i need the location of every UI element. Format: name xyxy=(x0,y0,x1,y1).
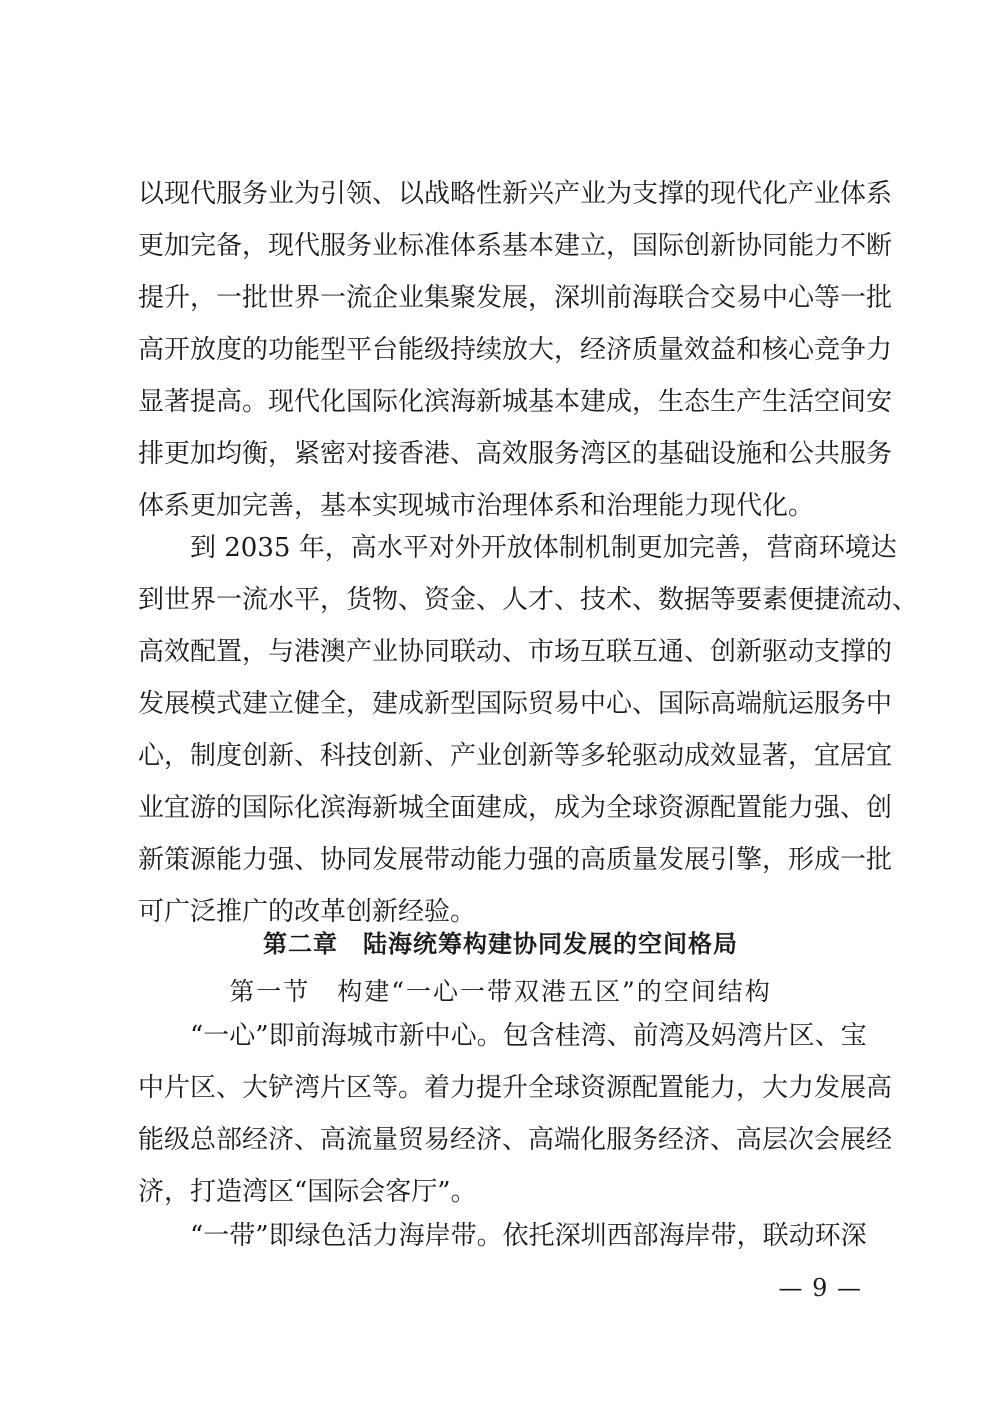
page-number: — 9 — xyxy=(778,1274,862,1302)
paragraph-line: “一带”即绿色活力海岸带。依托深圳西部海岸带，联动环深 xyxy=(190,1221,867,1251)
paragraph-line: 能级总部经济、高流量贸易经济、高端化服务经济、高层次会展经 xyxy=(138,1125,893,1155)
paragraph-line: 高开放度的功能型平台能级持续放大，经济质量效益和核心竞争力 xyxy=(138,335,893,365)
paragraph-line: 新策源能力强、协同发展带动能力强的高质量发展引擎，形成一批 xyxy=(138,845,893,875)
paragraph-line: 显著提高。现代化国际化滨海新城基本建成，生态生产生活空间安 xyxy=(138,387,893,417)
paragraph-1 xyxy=(138,168,893,532)
chapter-heading: 第二章 陆海统筹构建协同发展的空间格局 xyxy=(263,930,738,958)
paragraph-line: 高效配置，与港澳产业协同联动、市场互联互通、创新驱动支撑的 xyxy=(138,637,893,667)
paragraph-line: 体系更加完善，基本实现城市治理体系和治理能力现代化。 xyxy=(138,491,815,521)
paragraph-line: 更加完备，现代服务业标准体系基本建立，国际创新协同能力不断 xyxy=(138,231,893,261)
paragraph-line: 提升，一批世界一流企业集聚发展，深圳前海联合交易中心等一批 xyxy=(138,283,893,313)
paragraph-line: 业宜游的国际化滨海新城全面建成，成为全球资源配置能力强、创 xyxy=(138,793,893,823)
paragraph-line: 以现代服务业为引领、以战略性新兴产业为支撑的现代化产业体系 xyxy=(138,179,893,209)
paragraph-line: 到世界一流水平，货物、资金、人才、技术、数据等要素便捷流动、 xyxy=(138,585,919,615)
paragraph-line: 发展模式建立健全，建成新型国际贸易中心、国际高端航运服务中 xyxy=(138,689,893,719)
paragraph-4 xyxy=(138,1210,867,1262)
paragraph-line: 到 2035 年，高水平对外开放体制机制更加完善，营商环境达 xyxy=(190,533,897,563)
paragraph-line: 可广泛推广的改革创新经验。 xyxy=(138,897,477,927)
paragraph-line: 排更加均衡，紧密对接香港、高效服务湾区的基础设施和公共服务 xyxy=(138,439,893,469)
paragraph-line: 济，打造湾区“国际会客厅”。 xyxy=(138,1177,477,1207)
paragraph-line: 中片区、大铲湾片区等。着力提升全球资源配置能力，大力发展高 xyxy=(138,1073,893,1103)
paragraph-3 xyxy=(138,1010,893,1218)
paragraph-line: 心，制度创新、科技创新、产业创新等多轮驱动成效显著，宜居宜 xyxy=(138,741,893,771)
paragraph-2 xyxy=(138,522,919,938)
section-heading: 第一节 构建“一心一带双港五区”的空间结构 xyxy=(229,977,772,1006)
paragraph-line: “一心”即前海城市新中心。包含桂湾、前湾及妈湾片区、宝 xyxy=(190,1021,867,1051)
